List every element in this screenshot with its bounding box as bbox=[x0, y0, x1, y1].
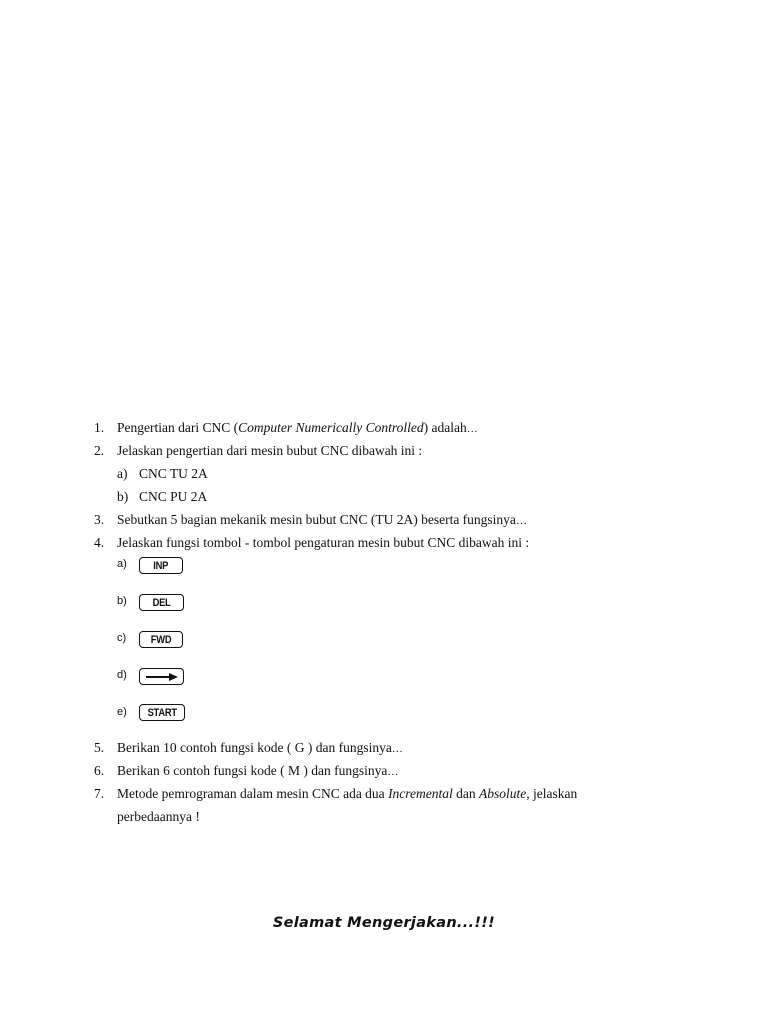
question-number: 6. bbox=[94, 763, 105, 778]
question-7 bbox=[94, 786, 577, 802]
question-text: Sebutkan 5 bagian mekanik mesin bubut CNC (TU 2A) beserta fungsinya bbox=[117, 512, 516, 527]
key-text: DEL bbox=[152, 596, 171, 609]
ellipsis: … bbox=[387, 766, 400, 778]
question-3 bbox=[94, 512, 528, 529]
question-text: Metode pemrograman dalam mesin CNC ada dua bbox=[117, 786, 389, 801]
key-text: INP bbox=[153, 559, 169, 572]
question-text-italic: Absolute, bbox=[479, 786, 530, 801]
sub-item-text: CNC PU 2A bbox=[139, 489, 208, 504]
fwd-key bbox=[139, 631, 183, 648]
question-number: 3. bbox=[94, 512, 105, 527]
key-label-a: a) bbox=[117, 558, 127, 570]
question-text-italic: Incremental bbox=[388, 786, 453, 801]
question-number: 2. bbox=[94, 443, 105, 458]
del-key bbox=[139, 594, 184, 611]
key-text: FWD bbox=[150, 633, 172, 646]
question-6 bbox=[94, 763, 399, 780]
ellipsis: … bbox=[466, 423, 479, 435]
key-text: START bbox=[147, 706, 177, 719]
ellipsis: … bbox=[391, 743, 404, 755]
sub-item-number: a) bbox=[117, 466, 128, 481]
closing-message: Selamat Mengerjakan...!!! bbox=[272, 915, 496, 931]
question-text: Jelaskan pengertian dari mesin bubut CNC dibawah ini : bbox=[117, 443, 423, 458]
question-text: Pengertian dari CNC ( bbox=[117, 420, 239, 435]
question-text: dan bbox=[452, 786, 480, 801]
question-text-italic: Computer Numerically Controlled bbox=[238, 420, 424, 435]
question-2 bbox=[94, 443, 422, 459]
question-number: 7. bbox=[94, 786, 105, 801]
key-label-b: b) bbox=[117, 595, 127, 607]
arrow-key bbox=[139, 668, 184, 685]
question-text: Jelaskan fungsi tombol - tombol pengaturan mesin bubut CNC dibawah ini : bbox=[117, 535, 530, 550]
key-label-c: c) bbox=[117, 632, 127, 644]
question-text: Berikan 6 contoh fungsi kode ( M ) dan fungsinya bbox=[117, 763, 388, 778]
sub-item bbox=[117, 489, 207, 505]
sub-item-text: CNC TU 2A bbox=[139, 466, 208, 481]
question-text: ) adalah bbox=[423, 420, 467, 435]
question-text: Berikan 10 contoh fungsi kode ( G ) dan fungsinya bbox=[117, 740, 392, 755]
ellipsis: … bbox=[515, 515, 528, 527]
sub-item-number: b) bbox=[117, 489, 129, 504]
question-number: 1. bbox=[94, 420, 105, 435]
key-label-e: e) bbox=[117, 706, 127, 718]
question-7-continuation: perbedaannya ! bbox=[117, 809, 200, 824]
key-label-d: d) bbox=[117, 669, 127, 681]
right-arrow-icon bbox=[144, 672, 180, 682]
question-4 bbox=[94, 535, 529, 551]
question-1 bbox=[94, 420, 479, 437]
inp-key bbox=[139, 557, 183, 574]
start-key bbox=[139, 704, 185, 721]
question-5 bbox=[94, 740, 404, 757]
question-number: 5. bbox=[94, 740, 105, 755]
sub-item bbox=[117, 466, 208, 482]
question-text: jelaskan bbox=[529, 786, 578, 801]
question-number: 4. bbox=[94, 535, 105, 550]
